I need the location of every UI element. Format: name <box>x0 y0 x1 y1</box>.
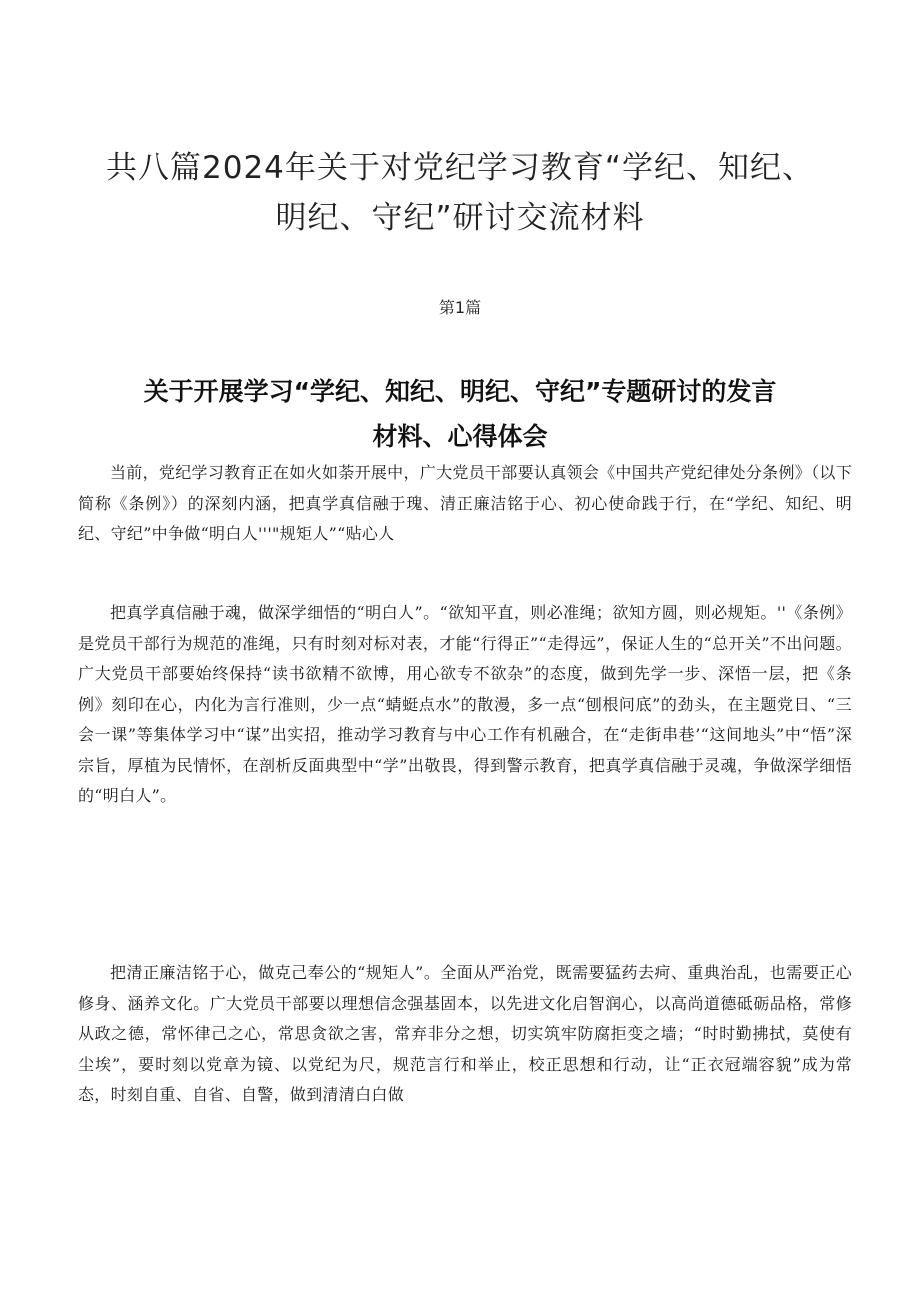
body-paragraph-integrity: 把清正廉洁铭于心，做克己奉公的“规矩人”。全面从严治党，既需要猛药去疴、重典治乱，也需要正心修身、涵养文化。广大党员干部要以理想信念强基固本，以先进文化启智润心，以高尚道德砥砺品格，常修从政之德，常怀律己之心，常思贪欲之害，常弃非分之想，切实筑牢防腐拒变之墙；“时时勤拂拭，莫使有尘埃”，要时刻以党章为镜、以党纪为尺，规范言行和举止，校正思想和行动，让“正衣冠端容貌”成为常态，时刻自重、自省、自警，做到清清白白做 <box>78 963 852 1104</box>
document-title-line-2: 明纪、守纪”研讨交流材料 <box>275 199 645 236</box>
article-title-line-1: 关于开展学习“学纪、知纪、明纪、守纪”专题研讨的发言 <box>143 376 777 406</box>
body-paragraph-intro: 当前，党纪学习教育正在如火如荼开展中，广大党员干部要认真领会《中国共产党纪律处分条例》（以下简称《条例》）的深刻内涵，把真学真信融于瑰、清正廉洁铭于心、初心使命践于行，在“学纪、知纪、明纪、守纪”中争做“明白人'''"规矩人”“贴心人 <box>78 463 852 543</box>
article-title-line-2: 材料、心得体会 <box>372 421 548 451</box>
section-label: 第1篇 <box>438 298 482 317</box>
body-paragraph-understanding: 把真学真信融于魂，做深学细悟的“明白人”。“欲知平直，则必准绳；欲知方圆，则必规矩。''《条例》是党员干部行为规范的准绳，只有时刻对标对表，才能“行得正”“走得远”，保证人生的“总开关”不出问题。广大党员干部要始终保持“读书欲精不欲博，用心欲专不欲杂”的态度，做到先学一步、深悟一层，把《条例》刻印在心，内化为言行准则，少一点“蜻蜓点水”的散漫，多一点“刨根问底”的劲头，在主题党日、“三会一课”等集体学习中“谋”出实招，推动学习教育与中心工作有机融合，在“走街串巷’“这间地头”中“悟”深宗旨，厚植为民情怀，在剖析反面典型中“学”出敬畏，得到警示教育，把真学真信融于灵魂，争做深学细悟的“明白人”。 <box>78 603 852 805</box>
article-title <box>95 369 825 459</box>
document-title-line-1: 共八篇2024年关于对党纪学习教育“学纪、知纪、 <box>106 149 814 186</box>
document-title <box>60 143 860 243</box>
